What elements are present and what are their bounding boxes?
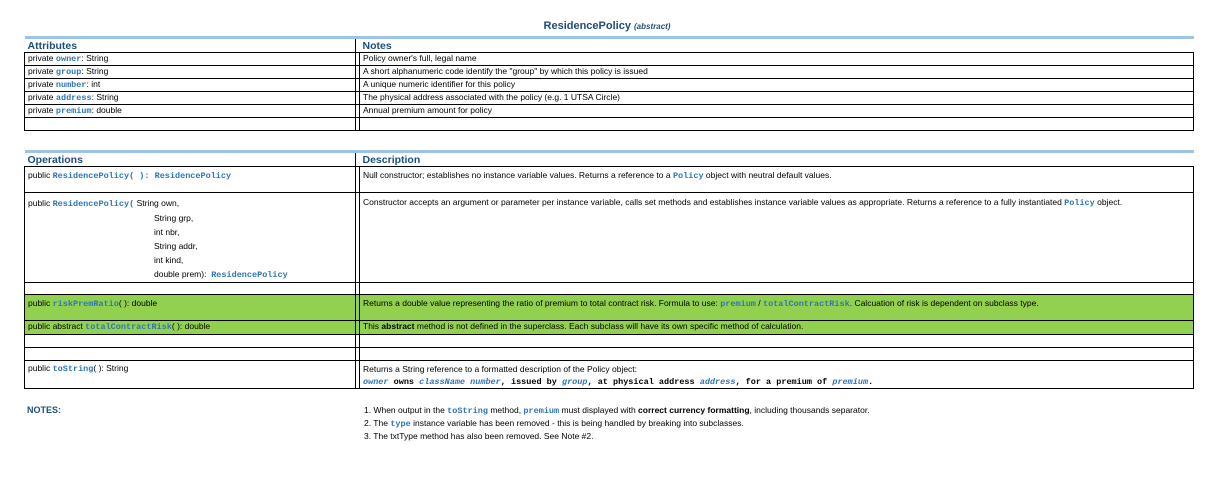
notes-label: NOTES:: [27, 405, 62, 415]
attr-note: A short alphanumeric code identify the "group" by which this policy is issued: [360, 66, 1194, 79]
note-3: 3. The txtType method has also been removed. See Note #2.: [364, 431, 594, 441]
operation-row-risk-ratio: public riskPremRatio( ): double Returns a double value representing the ratio of premium to total contract risk. Formula to use: premium / totalContractRisk. Calcuation of risk is dependent on subclass type.: [25, 295, 1194, 321]
attr-owner: owner: [55, 54, 82, 64]
empty-row: [25, 118, 1194, 131]
operation-row-total-risk: public abstract totalContractRisk( ): double This abstract method is not defined in the superclass. Each subclass will have its own specific method of calculation.: [25, 321, 1194, 335]
attr-note: A unique numeric identifier for this policy: [360, 79, 1194, 92]
operations-header: Operations: [25, 152, 356, 167]
attribute-row: private group: String A short alphanumeric code identify the "group" by which this policy is issued: [25, 66, 1194, 79]
class-abstract-label: (abstract): [634, 22, 671, 31]
attribute-row: private premium: double Annual premium amount for policy: [25, 105, 1194, 118]
class-name: ResidencePolicy: [543, 20, 631, 32]
empty-row: [25, 348, 1194, 361]
note-1: 1. When output in the toString method, premium must displayed with correct currency formatting, including thousands separator.: [364, 405, 870, 416]
attr-address: address: [55, 93, 92, 103]
operation-row-to-string: public toString( ): String Returns a String reference to a formatted description of the Policy object: owner owns className number, issued by group, at physical address address, for a premium of premium.: [25, 361, 1194, 389]
operation-row-full-ctor: public ResidencePolicy( String own, String grp, int nbr, String addr, int kind, double prem): ResidencePolicy Constructor accepts an argument or parameter per instance variable, calls set methods and establishes instance variable values as appropriate. Returns a reference to a fully instantiated Policy object.: [25, 193, 1194, 283]
attribute-row: private owner: String Policy owner's full, legal name: [25, 53, 1194, 66]
attr-number: number: [55, 80, 87, 90]
description-header: Description: [360, 152, 1194, 167]
attributes-header: Attributes: [25, 38, 356, 53]
page-title: [0, 20, 1214, 32]
attr-note: Policy owner's full, legal name: [360, 53, 1194, 66]
note-2: 2. The type instance variable has been removed - this is being handled by breaking into subclasses.: [364, 418, 744, 429]
attr-premium: premium: [55, 106, 92, 116]
attribute-row: private address: String The physical address associated with the policy (e.g. 1 UTSA Circle): [25, 92, 1194, 105]
notes-header: Notes: [360, 38, 1194, 53]
attr-note: The physical address associated with the policy (e.g. 1 UTSA Circle): [360, 92, 1194, 105]
empty-row: [25, 283, 1194, 295]
attributes-table: [24, 36, 1194, 131]
operation-row-null-ctor: public ResidencePolicy( ): ResidencePolicy Null constructor; establishes no instance variable values. Returns a reference to a Policy object with neutral default values.: [25, 167, 1194, 193]
operations-table: [24, 150, 1194, 389]
notes-list: [364, 404, 870, 442]
attr-note: Annual premium amount for policy: [360, 105, 1194, 118]
attribute-row: private number: int A unique numeric identifier for this policy: [25, 79, 1194, 92]
attr-group: group: [55, 67, 82, 77]
empty-row: [25, 335, 1194, 348]
